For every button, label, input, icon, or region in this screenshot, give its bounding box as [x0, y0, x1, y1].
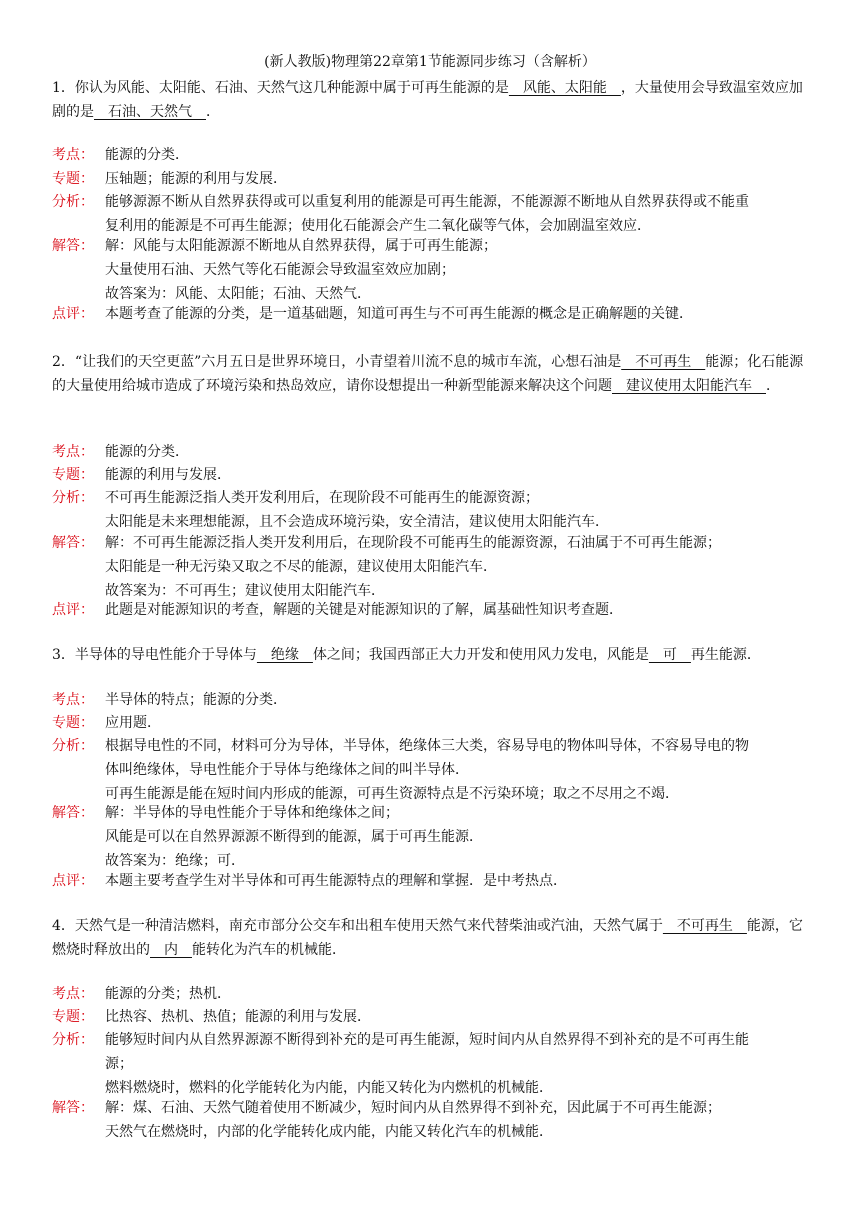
- label-jieda: 解答：: [52, 1100, 94, 1116]
- q3-zhuanti: 专题： 应用题．: [52, 711, 812, 735]
- question-3-stem: 3．半导体的导电性能介于导体与 绝缘 体之间；我国西部正大力开发和使用风力发电，风能是 可 再生能源．: [52, 647, 761, 663]
- q1-kaodian: 考点： 能源的分类．: [52, 143, 812, 167]
- answer-blank: 不可再生: [662, 918, 747, 934]
- label-zhuanti: 专题：: [52, 467, 94, 483]
- question-1-stem: 1．你认为风能、太阳能、石油、天然气这几种能源中属于可再生能源的是 风能、太阳能 ，大量使用会导致温室效应加剧的是 石油、天然气 ．: [52, 80, 803, 120]
- q4-kaodian: 考点： 能源的分类；热机．: [52, 982, 812, 1006]
- label-zhuanti: 专题：: [52, 171, 94, 187]
- label-kaodian: 考点：: [52, 444, 94, 460]
- label-jieda: 解答：: [52, 238, 94, 254]
- q3-kaodian: 考点： 半导体的特点；能源的分类．: [52, 688, 812, 712]
- q4-jieda: 解答： 解：煤、石油、天然气随着使用不断减少，短时间内从自然界得不到补充，因此属于不可再生能源； 天然气在燃烧时，内部的化学能转化成内能，内能又转化汽车的机械能．: [52, 1096, 812, 1144]
- label-dianping: 点评：: [52, 306, 94, 322]
- document-title: (新人教版)物理第22章第1节能源同步练习（含解析）: [264, 54, 596, 70]
- label-kaodian: 考点：: [52, 692, 94, 708]
- label-fenxi: 分析：: [52, 194, 94, 210]
- q2-kaodian: 考点： 能源的分类．: [52, 440, 812, 464]
- q3-dianping: 点评： 本题主要考查学生对半导体和可再生能源特点的理解和掌握．是中考热点．: [52, 869, 812, 893]
- q2-zhuanti: 专题： 能源的利用与发展．: [52, 463, 812, 487]
- q1-zhuanti: 专题： 压轴题；能源的利用与发展．: [52, 167, 812, 191]
- q4-fenxi: 分析： 能够短时间内从自然界源源不断得到补充的是可再生能源，短时间内从自然界得不到补充的是不可再生能 源； 燃料燃烧时，燃料的化学能转化为内能，内能又转化为内燃机的机械能．: [52, 1028, 812, 1100]
- label-kaodian: 考点：: [52, 147, 94, 163]
- answer-blank: 内: [150, 942, 192, 958]
- q2-fenxi: 分析： 不可再生能源泛指人类开发利用后，在现阶段不可能再生的能源资源； 太阳能是未来理想能源，且不会造成环境污染，安全清洁，建议使用太阳能汽车．: [52, 486, 812, 534]
- answer-blank: 不可再生: [621, 354, 706, 370]
- label-jieda: 解答：: [52, 805, 94, 821]
- q3-fenxi: 分析： 根据导电性的不同，材料可分为导体，半导体，绝缘体三大类，容易导电的物体叫导体，不容易导电的物 体叫绝缘体，导电性能介于导体与绝缘体之间的叫半导体． 可再生能源是能在短时间内形成的能源，可再生资源特点是不污染环境；取之不尽用之不竭．: [52, 734, 812, 806]
- question-4-stem: 4．天然气是一种清洁燃料，南充市部分公交车和出租车使用天然气来代替柴油或汽油，天然气属于 不可再生 能源，它燃烧时释放出的 内 能转化为汽车的机械能．: [52, 918, 803, 958]
- label-jieda: 解答：: [52, 535, 94, 551]
- q2-jieda: 解答： 解：不可再生能源泛指人类开发利用后，在现阶段不可能再生的能源资源，石油属于不可再生能源； 太阳能是一种无污染又取之不尽的能源，建议使用太阳能汽车． 故答案为：不可再生；建议使用太阳能汽车．: [52, 531, 812, 603]
- answer-blank: 建议使用太阳能汽车: [612, 378, 766, 394]
- label-dianping: 点评：: [52, 602, 94, 618]
- answer-blank: 石油、天然气: [94, 104, 206, 120]
- label-fenxi: 分析：: [52, 738, 94, 754]
- label-kaodian: 考点：: [52, 986, 94, 1002]
- answer-blank: 绝缘: [256, 647, 313, 663]
- question-2-stem: 2．“让我们的天空更蓝”六月五日是世界环境日，小青望着川流不息的城市车流，心想石油是 不可再生 能源；化石能源的大量使用给城市造成了环境污染和热岛效应，请你设想提出一种新型能源来解决这个问题 建议使用太阳能汽车 ．: [52, 354, 804, 394]
- label-zhuanti: 专题：: [52, 1009, 94, 1025]
- q1-dianping: 点评： 本题考查了能源的分类，是一道基础题，知道可再生与不可再生能源的概念是正确解题的关键．: [52, 302, 812, 326]
- label-dianping: 点评：: [52, 873, 94, 889]
- label-fenxi: 分析：: [52, 490, 94, 506]
- q4-zhuanti: 专题： 比热容、热机、热值；能源的利用与发展．: [52, 1005, 812, 1029]
- label-fenxi: 分析：: [52, 1032, 94, 1048]
- q3-jieda: 解答： 解：半导体的导电性能介于导体和绝缘体之间； 风能是可以在自然界源源不断得到的能源，属于可再生能源． 故答案为：绝缘；可．: [52, 801, 812, 873]
- q2-dianping: 点评： 此题是对能源知识的考查，解题的关键是对能源知识的了解，属基础性知识考查题．: [52, 598, 812, 622]
- answer-blank: 可: [648, 647, 691, 663]
- answer-blank: 风能、太阳能: [508, 80, 621, 96]
- q1-jieda: 解答： 解：风能与太阳能源源不断地从自然界获得，属于可再生能源； 大量使用石油、天然气等化石能源会导致温室效应加剧； 故答案为：风能、太阳能；石油、天然气．: [52, 234, 812, 306]
- label-zhuanti: 专题：: [52, 715, 94, 731]
- q1-fenxi: 分析： 能够源源不断从自然界获得或可以重复利用的能源是可再生能源，不能源源不断地从自然界获得或不能重 复利用的能源是不可再生能源；使用化石能源会产生二氧化碳等气体，会加剧温室效应．: [52, 190, 812, 238]
